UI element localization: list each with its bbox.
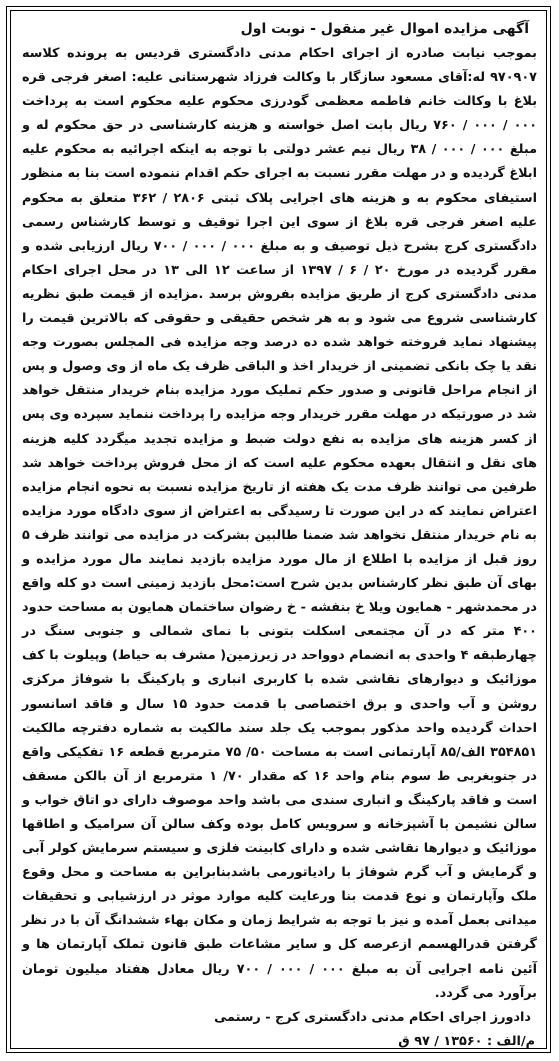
notice-content (22, 18, 537, 1054)
notice-body: بموجب نیابت صادره از اجرای احکام مدنی دادگستری قردیس به پرونده کلاسه ۹۷۰۹۰۷ له:آقای مسعود سازگار با وکالت فرزاد شهرستانی علیه: اصغر فرجی قره بلاغ با وکالت خانم فاطمه معظمی گودرزی محکوم علیه محکوم است به پرداخت ۰۰۰ / ۰۰۰ / ۷۶۰ ریال بابت اصل خواسته و هزینه کارشناسی در حق محکوم له و مبلغ ۰۰۰ / ۰۰۰ / ۳۸ ریال نیم عشر دولتی با توجه به اینکه اجرائیه به محکوم علیه ابلاغ گردیده و در مهلت مقرر نسبت به اجرای حکم اقدام ننموده است بنا به منظور استیفای محکوم به و هزینه های اجرایی پلاک ثبتی ۲۸۰۶ / ۳۶۲ متعلق به محکوم علیه اصغر فرجی قره بلاغ از سوی این اجرا توقیف و توسط کارشناس رسمی دادگستری کرج بشرح ذیل توصیف و به مبلغ ۰۰۰ / ۰۰۰ / ۷۰۰ ریال ارزیابی شده و مقرر گردیده در مورخ ۲۰ / ۶ / ۱۳۹۷ از ساعت ۱۲ الی ۱۳ در محل اجرای احکام مدنی دادگستری کرج از طریق مزایده بفروش برسد .مزایده از قیمت طبق نظریه کارشناسی شروع می شود و به هر شخص حقیقی و حقوقی که بالاترین قیمت را پیشنهاد نماید فروخته خواهد شده ده درصد وجه مزایده فی المجلس بصورت وجه نقد یا چک بانکی تضمینی از خریدار اخذ و الباقی ظرف یک ماه از وی وصول و پس از انجام مراحل قانونی و صدور حکم تملیک مورد مزایده بنام خریدار منتقل خواهد شد در صورتیکه در مهلت مقرر خریدار وجه مزایده را پرداخت ننماید سپرده وی پس از کسر هزینه های مزایده به نفع دولت ضبط و مزایده تجدید میگردد کلیه هزینه های نقل و انتقال بعهده محکوم علیه است که از محل فروش پرداخت خواهد شد طرفین می توانند ظرف مدت یک هفته از تاریخ مزایده نسبت به نحوه انجام مزایده اعتراض نمایند که در این صورت تا رسیدگی به اعتراض از سوی دادگاه مورد مزایده به نام خریدار منتقل نخواهد شد ضمنا طالبین بشرکت در مزایده می توانند ظرف ۵ روز قبل از مزایده با اطلاع از مال مورد مزایده بازدید نمایند مال مورد مزایده و بهای آن طبق نظر کارشناس بدین شرح است:محل بازدید زمینی است دو کله واقع در محمدشهر - همایون ویلا خ بنفشه - خ رضوان ساختمان همایون به مساحت حدود ۴۰۰ متر که در آن مجتمعی اسکلت بتونی با نمای شمالی و جنوبی سنگ در چهارطبقه ۴ واحدی به انضمام دوواحد در زیرزمین( مشرف به حیاط) وپیلوت با کف موزائیک و دیوارهای نقاشی شده با کاربری انباری و پارکینگ با شوفاژ مرکزی روشن و آب واحدی و برق اختصاصی با قدمت حدود ۱۵ سال و فاقد اسانسور احداث گردیده واحد مذکور بموجب یک جلد سند مالکیت به شماره دفترچه مالکیت ۳۵۴۸۵۱ الف/۸۵ آپارتمانی است به مساحت ۵۰/ ۷۵ مترمربع قطعه ۱۶ تفکیکی واقع در جنوبغربی ط سوم بنام واحد ۱۶ که مقدار ۷۰/ ۱ مترمربع از آن بالکن مسقف است و فاقد پارکینگ و انباری سندی می باشد واحد موصوف دارای دو اتاق خواب و سالن نشیمن با آشپزخانه و سرویس کامل بوده وکف سالن آن سرامیک و اطاقها موزائیک و دیوارها نقاشی شده و دارای کابینت فلزی و سیستم سرمایش کولر آبی و گرمایش و آب گرم شوفاژ با رادیاتورمی باشدبنابراین به مساحت و محل وقوع ملک وآپارتمان و نوع قدمت بنا ورعایت کلیه موارد موثر در ارزشیابی و تحقیقات میدانی بعمل آمده و نیز با توجه به شرایط زمان و مکان بهاء ششدانگ آن با در نظر گرفتن قدرالهسمم ازعرصه کل و سایر مشاعات طبق قانون تملک آپارتمان ها و آئین نامه اجرایی آن به مبلغ ۰۰۰ / ۰۰۰ / ۷۰۰ ریال معادل هفتاد میلیون تومان برآورد می گردد. (22, 46, 538, 1001)
notice-reference: م/الف : ۱۳۵۶۰ / ۹۷ ق (398, 1033, 535, 1049)
notice-signature: دادورز اجرای احکام مدنی دادگستری کرج - رستمی (214, 1009, 531, 1025)
notice-title: آگهی مزایده اموال غیر منقول - نوبت اول (240, 21, 529, 37)
